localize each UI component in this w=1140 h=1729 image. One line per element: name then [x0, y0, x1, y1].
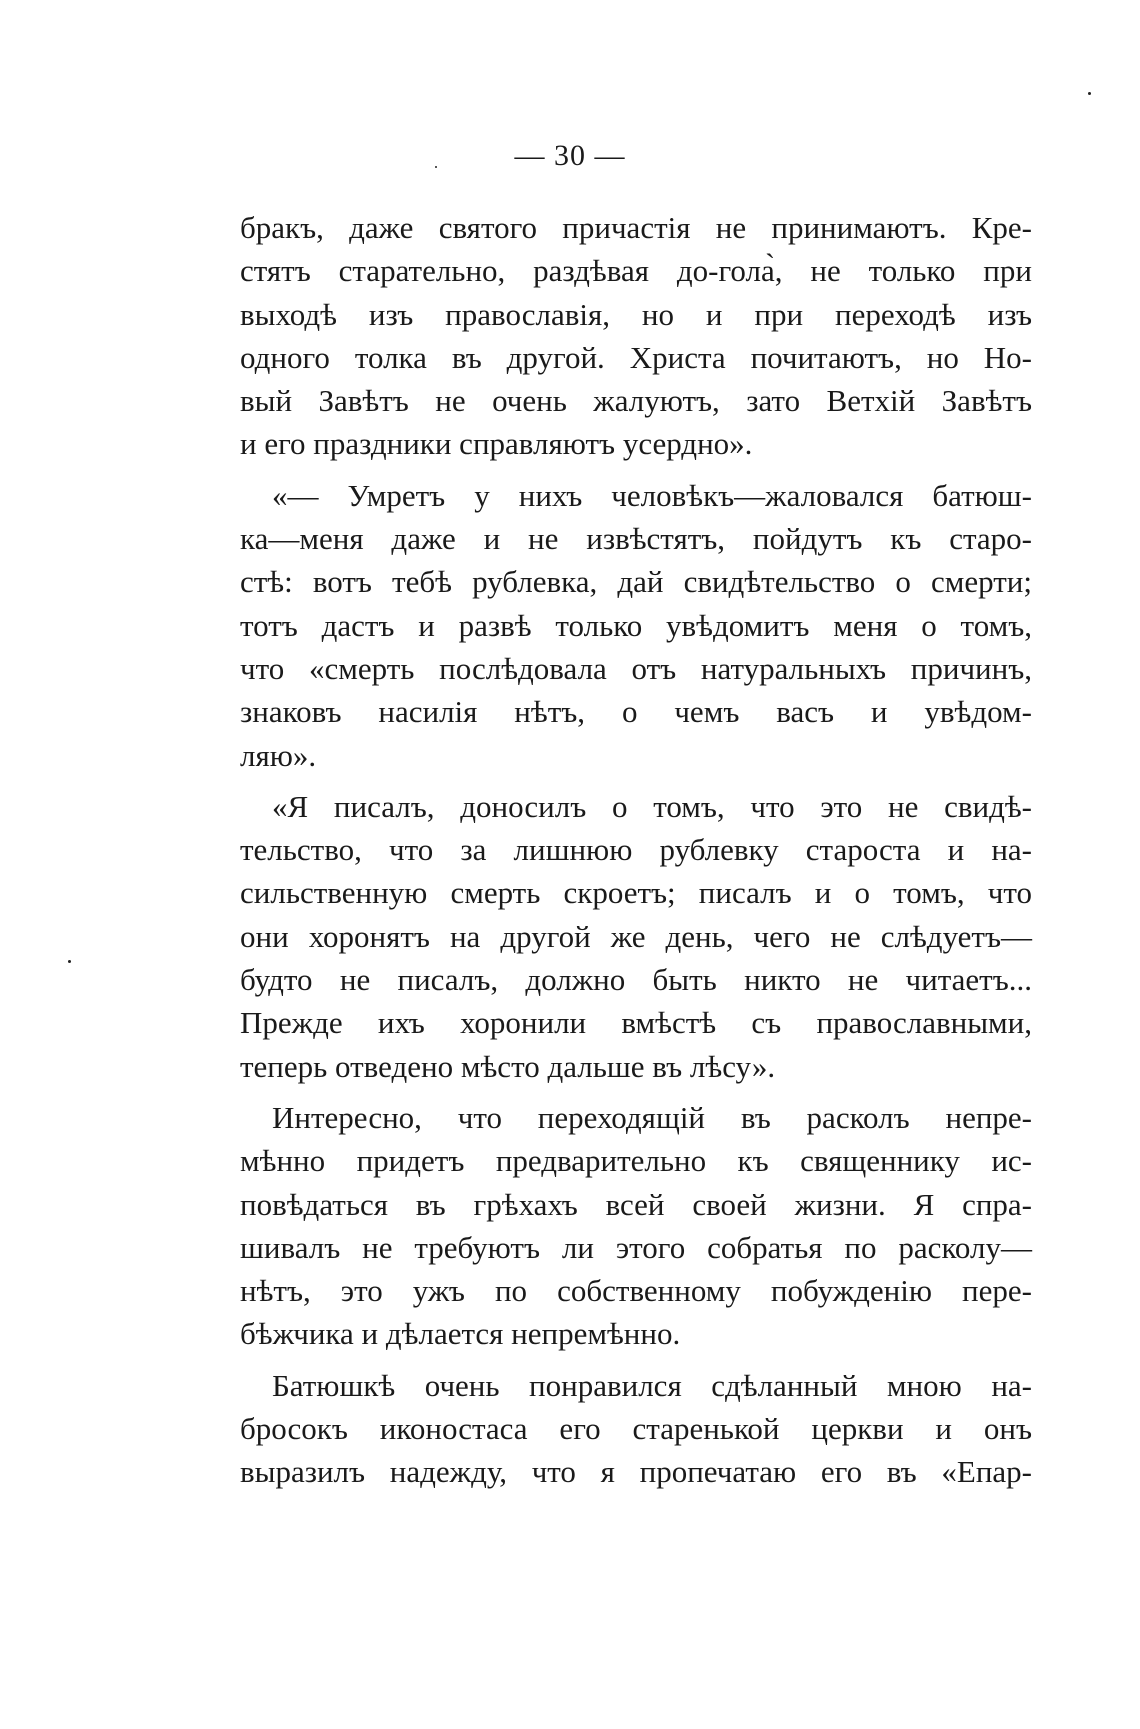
text-line: ляю». [240, 737, 317, 773]
text-line: «— Умретъ у нихъ человѣкъ—жаловался батюш- [272, 477, 1032, 513]
text-line: ка—меня даже и не извѣстятъ, пойдутъ къ старо- [240, 521, 1032, 557]
text-line: мѣнно придетъ предварительно къ священнику ис- [240, 1143, 1032, 1179]
paragraph [240, 785, 1032, 1088]
text-line: знаковъ насилія нѣтъ, о чемъ васъ и увѣдом- [240, 694, 1032, 730]
text-line: тотъ дастъ и развѣ только увѣдомитъ меня о томъ, [240, 607, 1032, 643]
paragraph [240, 474, 1032, 777]
text-line: бракъ, даже святого причастія не принимаютъ. Кре- [240, 210, 1032, 245]
text-line: что «смерть послѣдовала отъ натуральныхъ причинъ, [240, 650, 1032, 686]
text-line: Прежде ихъ хоронили вмѣстѣ съ православными, [240, 1005, 1032, 1041]
text-line: сильственную смерть скроетъ; писалъ и о томъ, что [240, 875, 1032, 911]
text-line: бросокъ иконостаса его старенькой церкви и онъ [240, 1411, 1032, 1447]
text-line: бѣжчика и дѣлается непремѣнно. [240, 1316, 681, 1352]
ink-speck [68, 960, 71, 963]
text-line: выходѣ изъ православія, но и при переходѣ изъ [240, 296, 1032, 332]
text-line: нѣтъ, это ужъ по собственному побужденію пере- [240, 1273, 1032, 1309]
text-line: стятъ старательно, раздѣвая до-гола̀, не только при [240, 253, 1032, 289]
text-line: будто не писалъ, должно быть никто не читаетъ... [240, 962, 1032, 998]
text-line: стѣ: вотъ тебѣ рублевка, дай свидѣтельство о смерти; [240, 564, 1032, 600]
text-line: одного толка въ другой. Христа почитаютъ, но Но- [240, 339, 1032, 375]
text-line: тельство, что за лишнюю рублевку староста и на- [240, 832, 1032, 868]
text-line: теперь отведено мѣсто дальше въ лѣсу». [240, 1048, 776, 1084]
ink-speck [1088, 92, 1091, 95]
page-number: — 30 — [514, 139, 626, 172]
text-line: повѣдаться въ грѣхахъ всей своей жизни. Я спра- [240, 1186, 1032, 1222]
text-line: вый Завѣтъ не очень жалуютъ, зато Ветхій Завѣтъ [240, 383, 1032, 419]
text-line: Интересно, что переходящій въ расколъ непре- [272, 1099, 1032, 1135]
body-text [240, 206, 1032, 1494]
text-line: выразилъ надежду, что я пропечатаю его въ «Епар- [240, 1454, 1032, 1490]
text-line: они хоронятъ на другой же день, чего не слѣдуетъ— [240, 918, 1032, 954]
text-line: и его праздники справляютъ усердно». [240, 426, 753, 462]
text-line: «Я писалъ, доносилъ о томъ, что это не свидѣ- [272, 788, 1032, 824]
ink-speck [435, 166, 437, 168]
paragraph [240, 206, 1032, 466]
paragraph [240, 1096, 1032, 1356]
text-line: Батюшкѣ очень понравился сдѣланный мною на- [272, 1367, 1032, 1403]
paragraph [240, 1364, 1032, 1494]
text-line: шивалъ не требуютъ ли этого собратья по расколу— [240, 1229, 1032, 1265]
